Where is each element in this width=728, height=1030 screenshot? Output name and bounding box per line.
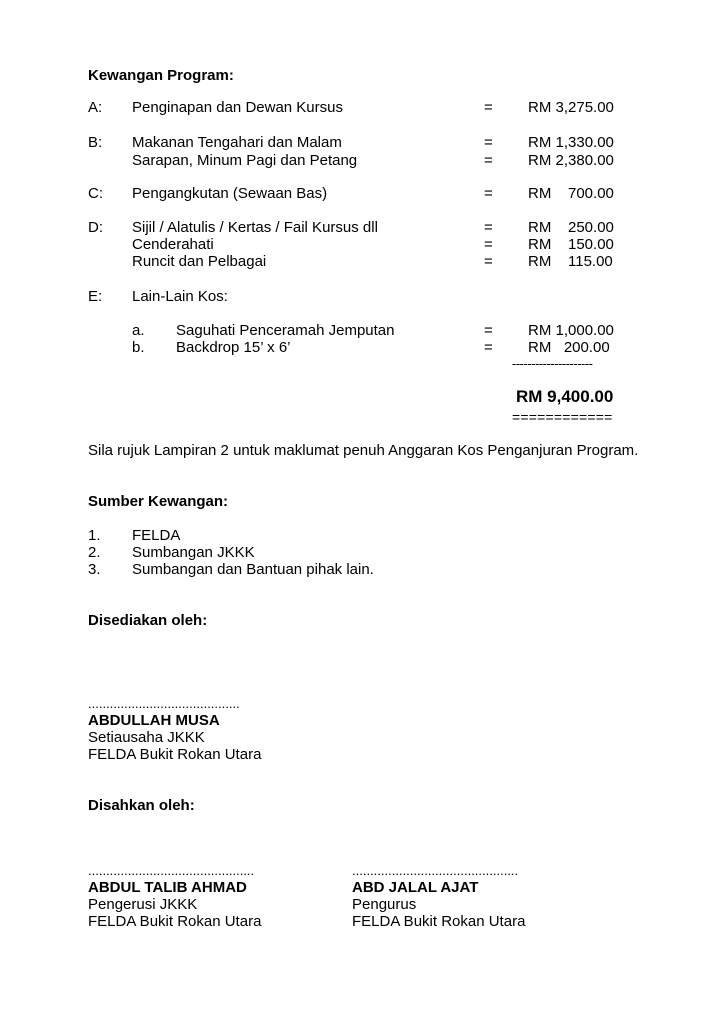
sub-item-mark: b. — [132, 339, 145, 356]
source-item: FELDA — [132, 527, 181, 544]
cost-item-amount: RM 1,330.00 — [528, 134, 614, 151]
list-number: 2. — [88, 544, 101, 561]
cost-item-amount: RM 3,275.00 — [528, 99, 614, 116]
sources-heading: Sumber Kewangan: — [88, 493, 229, 510]
cost-item-label: Penginapan dan Dewan Kursus — [132, 99, 343, 116]
equals-sign: = — [484, 134, 493, 151]
sub-item-amount: RM 200.00 — [528, 339, 610, 356]
source-item: Sumbangan dan Bantuan pihak lain. — [132, 561, 374, 578]
prepared-heading: Disediakan oleh: — [88, 612, 208, 629]
section-letter-e: E: — [88, 288, 103, 305]
cost-item-label: Runcit dan Pelbagai — [132, 253, 267, 270]
equals-sign: = — [484, 185, 493, 202]
grand-total: RM 9,400.00 — [516, 387, 614, 406]
total-rule: ============ — [512, 409, 613, 425]
equals-sign: = — [484, 99, 493, 116]
section-letter-a: A: — [88, 99, 103, 116]
sub-item-amount: RM 1,000.00 — [528, 322, 614, 339]
signer-title: Pengerusi JKKK — [88, 896, 198, 913]
equals-sign: = — [484, 322, 493, 339]
signer-org: FELDA Bukit Rokan Utara — [352, 913, 526, 930]
sub-item-label: Saguhati Penceramah Jemputan — [176, 322, 395, 339]
approved-heading: Disahkan oleh: — [88, 797, 195, 814]
cost-item-label: Lain-Lain Kos: — [132, 288, 228, 305]
list-number: 3. — [88, 561, 101, 578]
section-letter-c: C: — [88, 185, 103, 202]
sub-item-label: Backdrop 15’ x 6’ — [176, 339, 291, 356]
cost-item-label: Cenderahati — [132, 236, 214, 253]
cost-item-label: Makanan Tengahari dan Malam — [132, 134, 342, 151]
reference-note: Sila rujuk Lampiran 2 untuk maklumat penuh Anggaran Kos Penganjuran Program. — [88, 442, 639, 459]
cost-item-amount: RM 250.00 — [528, 219, 614, 236]
signer-name: ABD JALAL AJAT — [352, 879, 479, 896]
equals-sign: = — [484, 236, 493, 253]
cost-item-label: Sarapan, Minum Pagi dan Petang — [132, 152, 358, 169]
cost-item-amount: RM 115.00 — [528, 253, 613, 270]
signature-dots: .............................................. — [352, 863, 519, 878]
signature-dots: .............................................. — [88, 863, 255, 878]
cost-item-amount: RM 700.00 — [528, 185, 614, 202]
signer-title: Setiausaha JKKK — [88, 729, 205, 746]
equals-sign: = — [484, 152, 493, 169]
section-letter-d: D: — [88, 219, 103, 236]
subtotal-rule: --------------------- — [512, 356, 593, 371]
signer-org: FELDA Bukit Rokan Utara — [88, 913, 262, 930]
signer-title: Pengurus — [352, 896, 417, 913]
cost-item-amount: RM 150.00 — [528, 236, 614, 253]
equals-sign: = — [484, 339, 493, 356]
signature-dots: .......................................... — [88, 696, 240, 711]
source-item: Sumbangan JKKK — [132, 544, 255, 561]
signer-org: FELDA Bukit Rokan Utara — [88, 746, 262, 763]
cost-item-label: Sijil / Alatulis / Kertas / Fail Kursus dll — [132, 219, 378, 236]
sub-item-mark: a. — [132, 322, 145, 339]
cost-item-label: Pengangkutan (Sewaan Bas) — [132, 185, 328, 202]
section-letter-b: B: — [88, 134, 103, 151]
equals-sign: = — [484, 253, 493, 270]
cost-item-amount: RM 2,380.00 — [528, 152, 614, 169]
finance-heading: Kewangan Program: — [88, 67, 234, 84]
list-number: 1. — [88, 527, 101, 544]
signer-name: ABDULLAH MUSA — [88, 712, 220, 729]
equals-sign: = — [484, 219, 493, 236]
signer-name: ABDUL TALIB AHMAD — [88, 879, 247, 896]
